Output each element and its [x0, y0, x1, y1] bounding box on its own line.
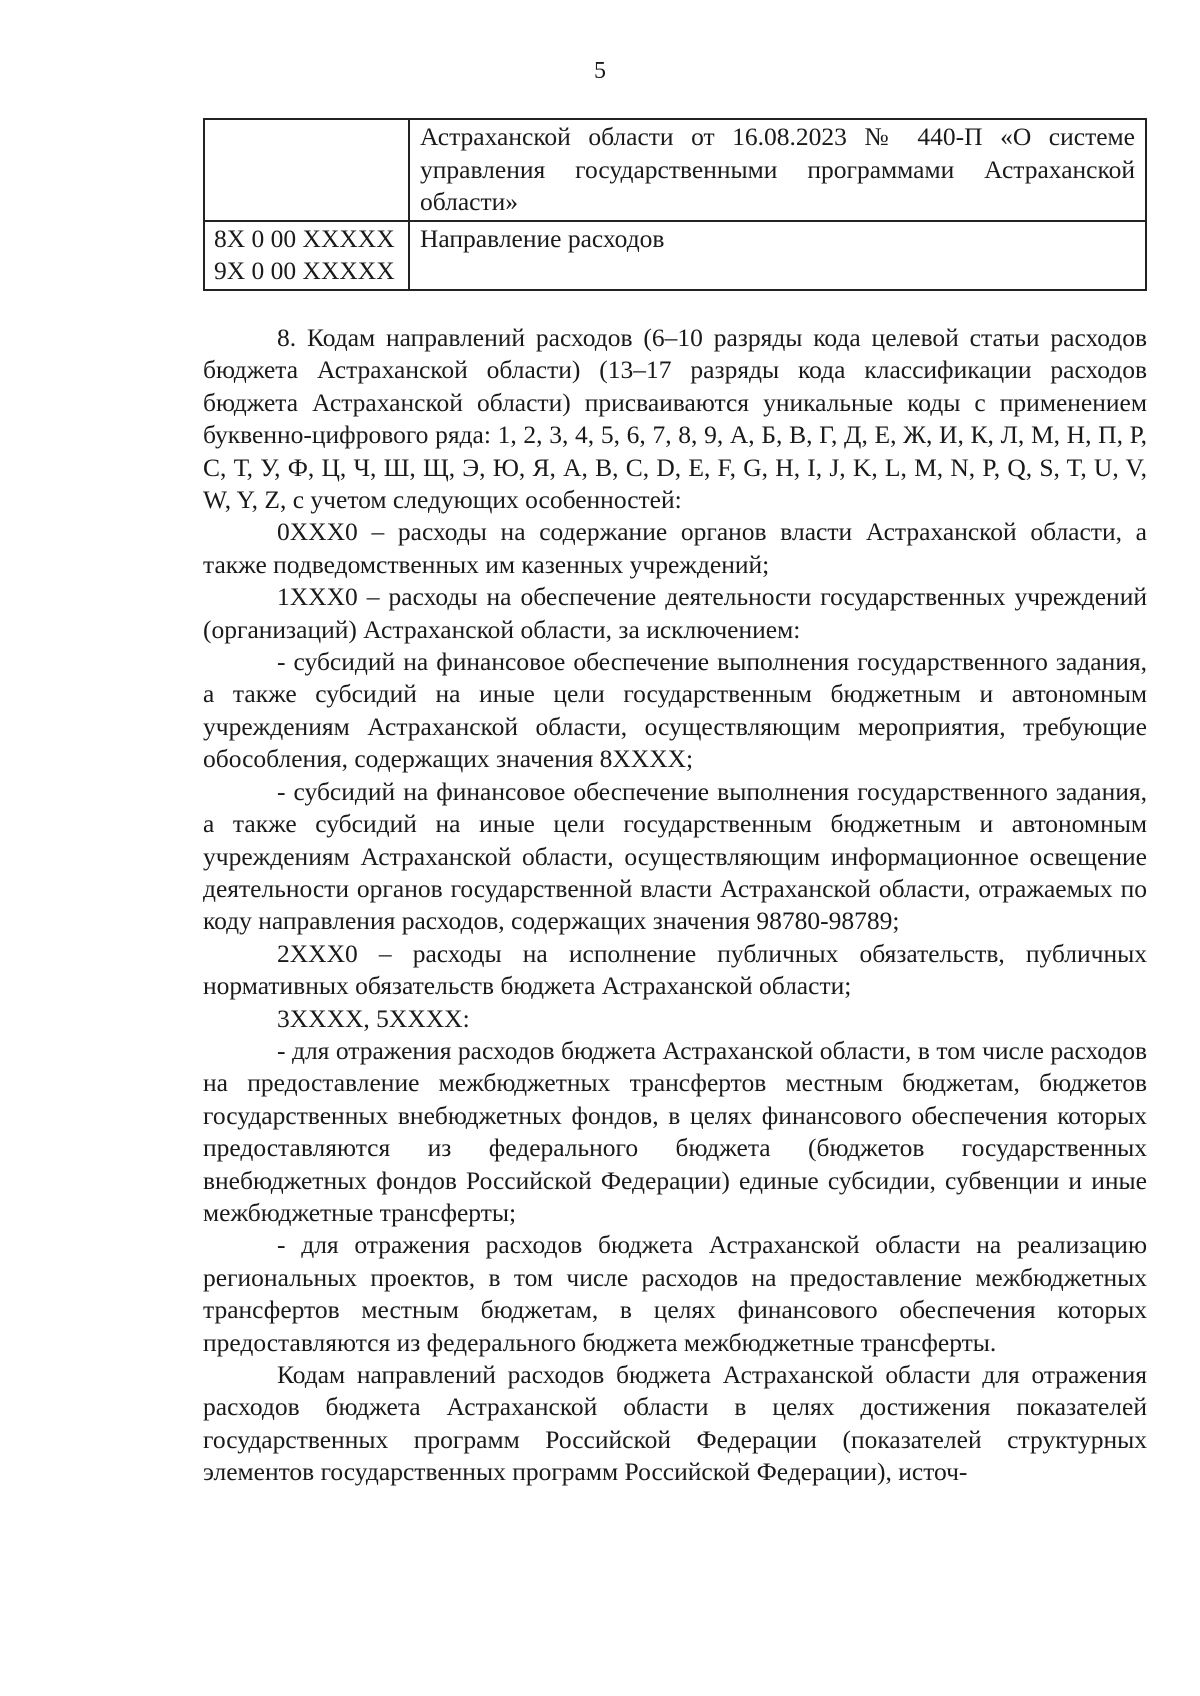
- paragraph: - для отражения расходов бюджета Астраханской области, в том числе расходов на предоставление межбюджетных трансфертов местным бюджетам, бюджетов государственных внебюджетных фондов, в целях финансового обеспечения которых предоставляются из федерального бюджета (бюджетов государственных внебюджетных фондов Российской Федерации) единые субсидии, субвенции и иные межбюджетные трансферты;: [203, 1035, 1147, 1227]
- table-cell-code: [204, 221, 409, 290]
- paragraph: - для отражения расходов бюджета Астраханской области на реализацию региональных проектов, в том числе расходов на предоставление межбюджетных трансфертов местным бюджетам, в целях финансового обеспечения которых предоставляются из федерального бюджета межбюджетные трансферты.: [203, 1230, 1147, 1357]
- document-body: [203, 322, 1147, 1489]
- paragraph: 0ХХХ0 – расходы на содержание органов власти Астраханской области, а также подведомственных им казенных учреждений;: [203, 517, 1147, 579]
- table-cell-code: [204, 119, 409, 221]
- table-row: [204, 221, 1146, 290]
- paragraph: 3ХХХХ, 5ХХХХ:: [277, 1003, 470, 1033]
- paragraph: 1ХХХ0 – расходы на обеспечение деятельности государственных учреждений (организаций) Астраханской области, за исключением:: [203, 582, 1147, 644]
- code-value: 8Х 0 00 ХХХХХ: [214, 223, 395, 253]
- paragraph: Кодам направлений расходов бюджета Астраханской области для отражения расходов бюджета Астраханской области в целях достижения показателей государственных программ Российской Федерации (показателей структурных элементов государственных программ Российской Федерации), источ-: [203, 1360, 1147, 1487]
- paragraph: - субсидий на финансовое обеспечение выполнения государственного задания, а также субсидий на иные цели государственным бюджетным и автономным учреждениям Астраханской области, осуществляющим информационное освещение деятельности органов государственной власти Астраханской области, отражаемых по коду направления расходов, содержащих значения 98780-98789;: [203, 776, 1147, 936]
- page-number: 5: [594, 58, 606, 84]
- code-value: 9Х 0 00 ХХХХХ: [214, 256, 395, 285]
- table-cell-description: Астраханской области от 16.08.2023 № 440-П «О системе управления государственными программами Астраханской области»: [409, 119, 1146, 221]
- paragraph: 2ХХХ0 – расходы на исполнение публичных обязательств, публичных нормативных обязательств бюджета Астраханской области;: [203, 938, 1147, 1001]
- table-row: [204, 119, 1146, 221]
- paragraph: - субсидий на финансовое обеспечение выполнения государственного задания, а также субсидий на иные цели государственным бюджетным и автономным учреждениям Астраханской области, осуществляющим мероприятия, требующие обособления, содержащих значения 8ХХХХ;: [203, 647, 1147, 774]
- code-table: [203, 118, 1147, 291]
- table-cell-description: Направление расходов: [409, 221, 1146, 290]
- paragraph: 8. Кодам направлений расходов (6–10 разряды кода целевой статьи расходов бюджета Астраханской области) (13–17 разряды кода классификации расходов бюджета Астраханской области) присваиваются уникальные коды с применением буквенно-цифрового ряда: 1, 2, 3, 4, 5, 6, 7, 8, 9, А, Б, В, Г, Д, Е, Ж, И, К, Л, М, Н, П, Р, С, Т, У, Ф, Ц, Ч, Ш, Щ, Э, Ю, Я, A, B, C, D, E, F, G, H, I, J, K, L, M, N, P, Q, S, T, U, V, W, Y, Z, с учетом следующих особенностей:: [203, 323, 1147, 515]
